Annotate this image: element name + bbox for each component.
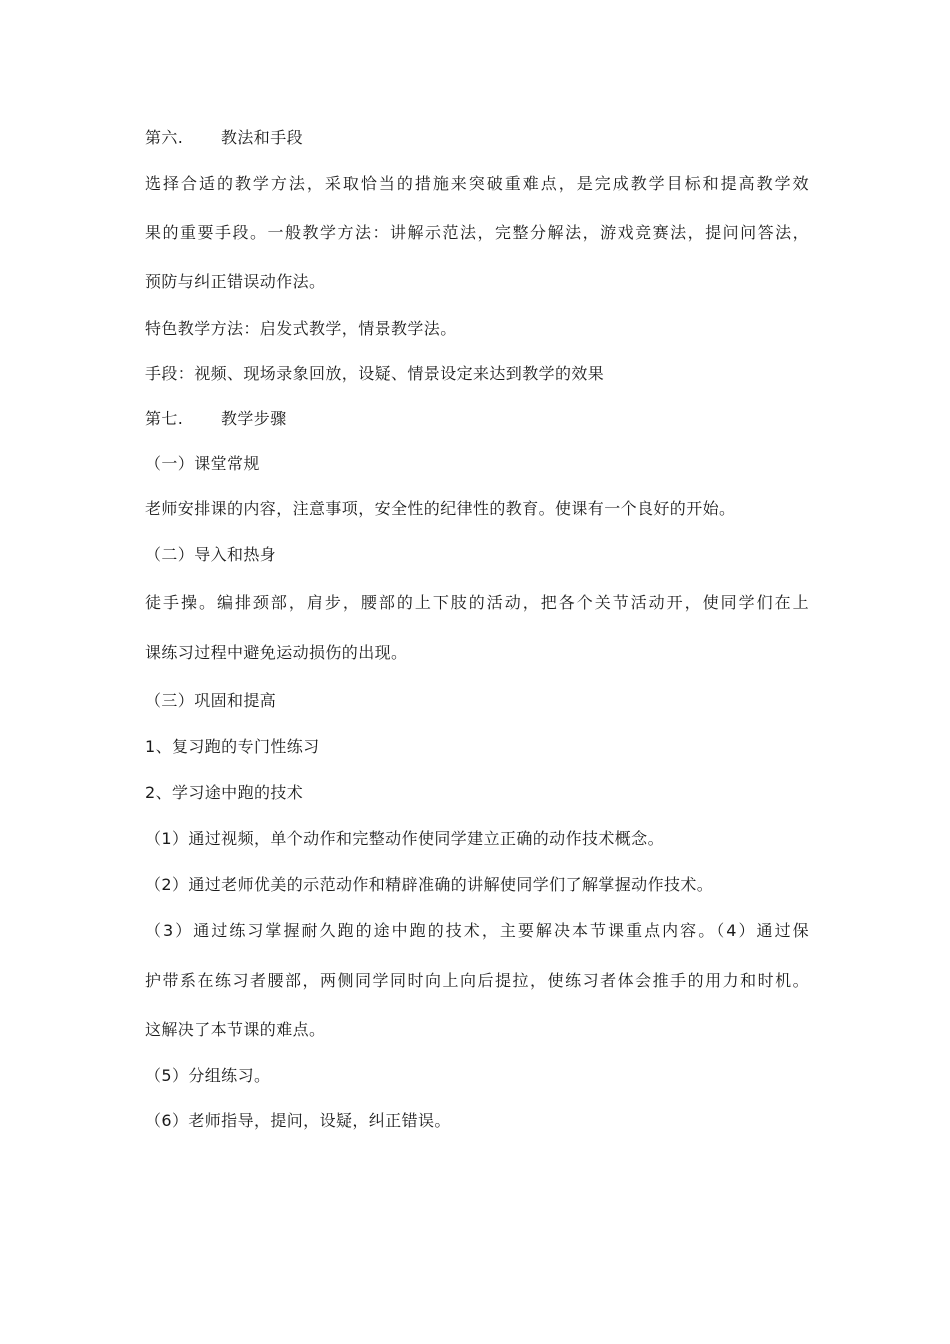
paragraph-line: 选择合适的教学方法，采取恰当的措施来突破重难点，是完成教学目标和提高教学效 xyxy=(145,174,809,193)
numbered-item: （1）通过视频，单个动作和完整动作使同学建立正确的动作技术概念。 xyxy=(145,829,664,848)
subsection-heading: （二）导入和热身 xyxy=(145,545,277,564)
numbered-item: （3）通过练习掌握耐久跑的途中跑的技术，主要解决本节课重点内容。（4）通过保 xyxy=(145,921,809,940)
paragraph-line: 老师安排课的内容，注意事项，安全性的纪律性的教育。使课有一个良好的开始。 xyxy=(145,499,736,518)
section-title: 教法和手段 xyxy=(221,128,304,147)
section-number: 第六. xyxy=(145,128,184,147)
paragraph-line: 预防与纠正错误动作法。 xyxy=(145,272,326,291)
numbered-item: 护带系在练习者腰部，两侧同学同时向上向后提拉，使练习者体会推手的用力和时机。 xyxy=(145,971,809,990)
subsection-heading: （三）巩固和提高 xyxy=(145,691,277,710)
subsection-heading: （一）课堂常规 xyxy=(145,454,260,473)
numbered-item: 这解决了本节课的难点。 xyxy=(145,1020,326,1039)
paragraph-line: 徒手操。编排颈部，肩步，腰部的上下肢的活动，把各个关节活动开，使同学们在上 xyxy=(145,593,809,612)
section-title: 教学步骤 xyxy=(221,409,287,428)
section-number: 第七. xyxy=(145,409,184,428)
numbered-item: （2）通过老师优美的示范动作和精辟准确的讲解使同学们了解掌握动作技术。 xyxy=(145,875,714,894)
paragraph-line: 课练习过程中避免运动损伤的出现。 xyxy=(145,643,408,662)
list-item: 1、复习跑的专门性练习 xyxy=(145,737,320,756)
paragraph-line: 果的重要手段。一般教学方法：讲解示范法，完整分解法，游戏竞赛法，提问问答法， xyxy=(145,223,809,242)
list-item: 2、学习途中跑的技术 xyxy=(145,783,304,802)
section-heading-7 xyxy=(145,408,815,430)
section-heading-6 xyxy=(145,127,815,149)
paragraph-line: 手段：视频、现场录象回放，设疑、情景设定来达到教学的效果 xyxy=(145,364,605,383)
numbered-item: （6）老师指导，提问，设疑，纠正错误。 xyxy=(145,1111,451,1130)
paragraph-line: 特色教学方法：启发式教学，情景教学法。 xyxy=(145,319,457,338)
numbered-item: （5）分组练习。 xyxy=(145,1066,271,1085)
